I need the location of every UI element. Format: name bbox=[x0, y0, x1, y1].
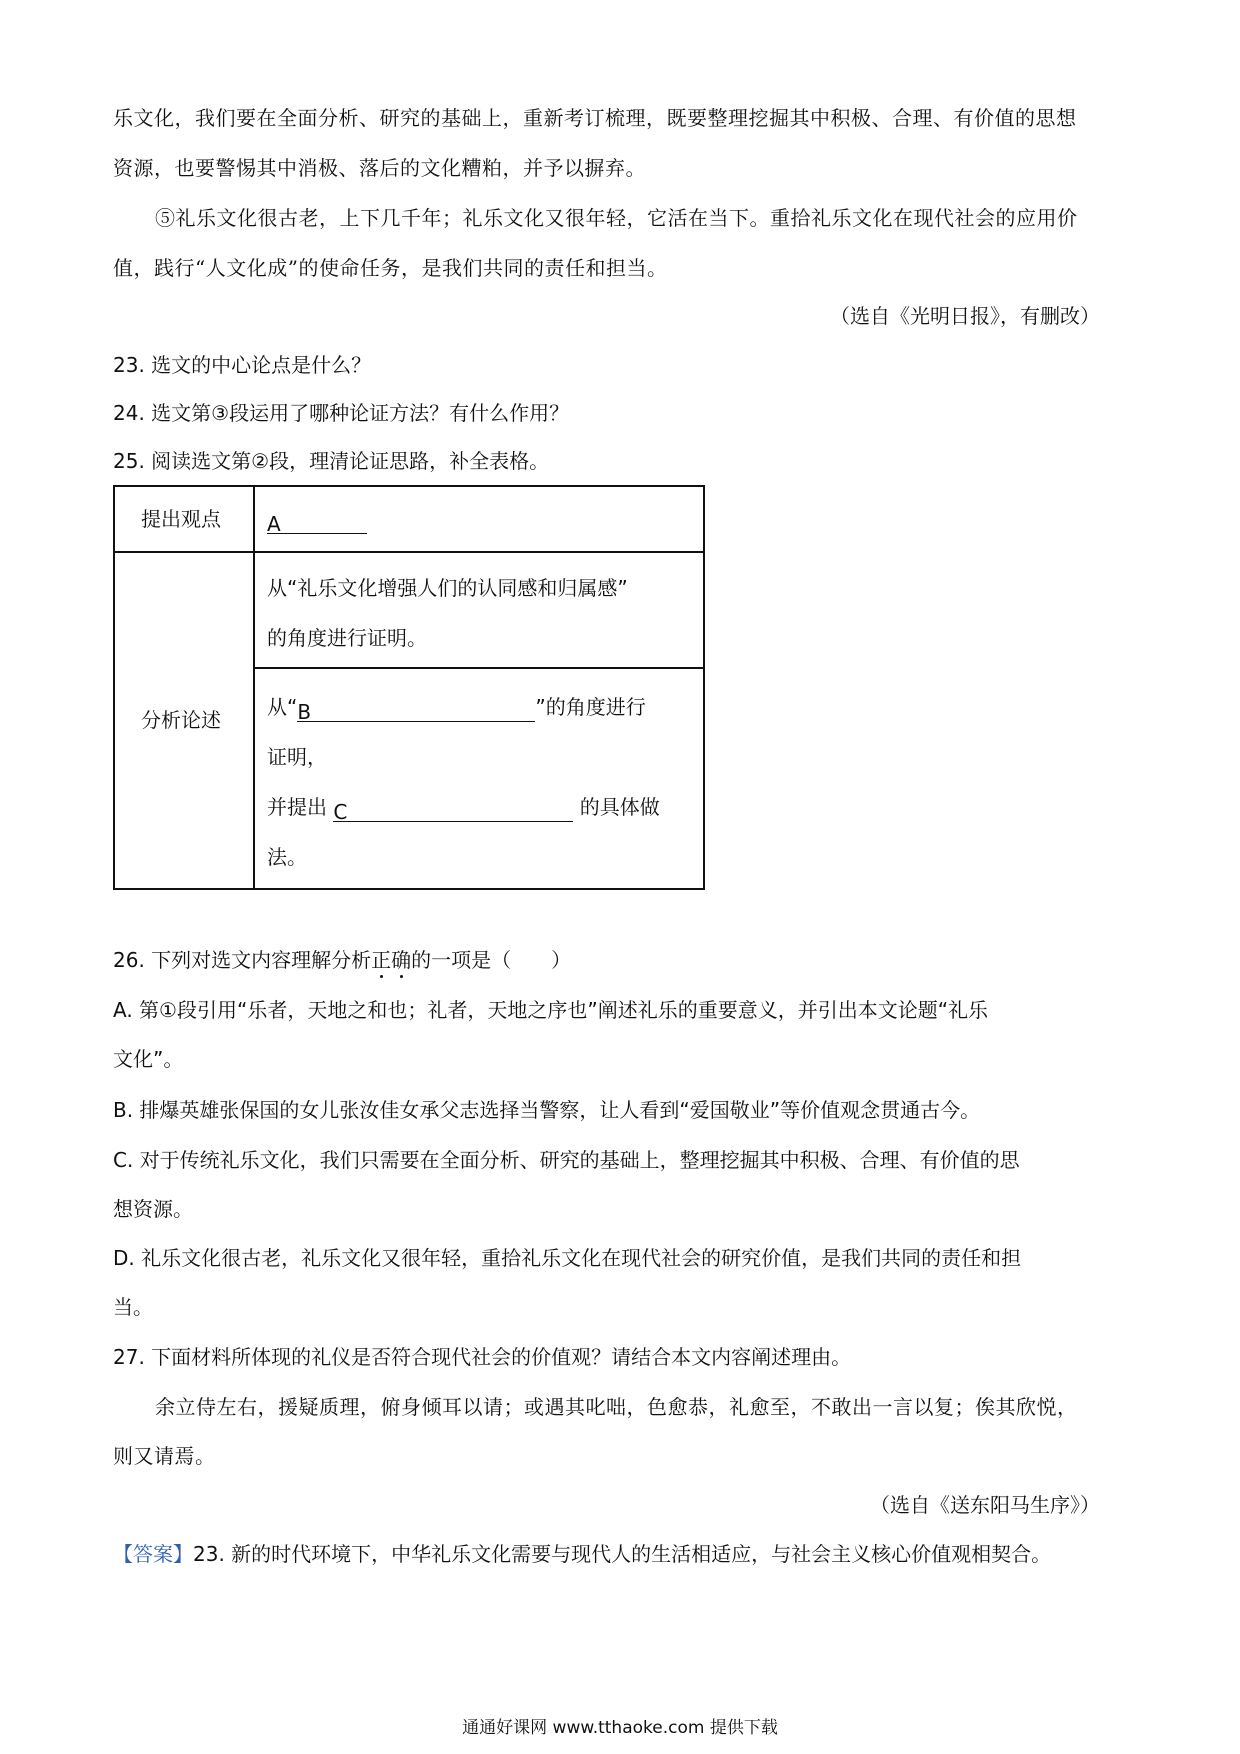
question-26 bbox=[113, 945, 571, 975]
table-cell-text: 并提出 bbox=[267, 795, 327, 819]
option-d: D. 礼乐文化很古老，礼乐文化又很年轻，重拾礼乐文化在现代社会的研究价值，是我们共同的责任和担 bbox=[113, 1246, 1022, 1270]
question-24: 24. 选文第③段运用了哪种论证方法？有什么作用？ bbox=[113, 401, 570, 425]
table-cell-b-line bbox=[267, 692, 646, 722]
table-cell-text: 的角度进行证明。 bbox=[267, 626, 427, 650]
question-23: 23. 选文的中心论点是什么？ bbox=[113, 353, 372, 377]
question-text: 26. 下列对选文内容理解分析 bbox=[113, 948, 372, 972]
page-footer: 通通好课网 www.tthaoke.com 提供下载 bbox=[462, 1718, 778, 1738]
option-b: B. 排爆英雄张保国的女儿张汝佳女承父志选择当警察，让人看到“爱国敬业”等价值观念贯通古今。 bbox=[113, 1098, 981, 1122]
table-cell-text: 从“礼乐文化增强人们的认同感和归属感” bbox=[267, 576, 628, 600]
table-cell-text: 法。 bbox=[267, 845, 307, 869]
passage-source: （选自《光明日报》，有删改） bbox=[830, 304, 1100, 328]
table-divider bbox=[253, 487, 255, 888]
question-text: 的一项是（ ） bbox=[411, 948, 572, 972]
option-d-cont: 当。 bbox=[113, 1295, 153, 1319]
answer-text: 23. 新的时代环境下，中华礼乐文化需要与现代人的生活相适应，与社会主义核心价值观相契合。 bbox=[193, 1542, 1052, 1566]
table-label-analysis: 分析论述 bbox=[141, 708, 221, 732]
option-c-cont: 想资源。 bbox=[113, 1197, 193, 1221]
blank-a: A bbox=[267, 509, 367, 534]
material-line: 则又请焉。 bbox=[113, 1444, 216, 1468]
emphasis-char: 正 bbox=[371, 948, 392, 972]
passage-line: 资源，也要警惕其中消极、落后的文化糟粕，并予以摒弃。 bbox=[113, 156, 646, 180]
table-divider bbox=[115, 551, 703, 553]
table-cell-text: 证明， bbox=[267, 745, 327, 769]
material-line: 余立侍左右，援疑质理，俯身倾耳以请；或遇其叱咄，色愈恭，礼愈至，不敢出一言以复；俟其欣悦， bbox=[155, 1395, 1078, 1419]
answer-tag: 【答案】 bbox=[113, 1542, 193, 1566]
question-27: 27. 下面材料所体现的礼仪是否符合现代社会的价值观？请结合本文内容阐述理由。 bbox=[113, 1345, 852, 1369]
table-cell-c-line bbox=[267, 792, 660, 822]
table-blank-a bbox=[267, 504, 367, 534]
option-a-cont: 文化”。 bbox=[113, 1047, 184, 1071]
table-cell-text: 从“ bbox=[267, 695, 298, 719]
answer-line bbox=[113, 1539, 1051, 1569]
passage-line: 乐文化，我们要在全面分析、研究的基础上，重新考订梳理，既要整理挖掘其中积极、合理、有价值的思想 bbox=[113, 106, 1077, 130]
question-25: 25. 阅读选文第②段，理清论证思路，补全表格。 bbox=[113, 449, 550, 473]
table-cell-text: 的具体做 bbox=[579, 795, 660, 819]
argument-table bbox=[113, 485, 705, 890]
blank-c: C bbox=[333, 797, 573, 822]
material-source: （选自《送东阳马生序》） bbox=[870, 1493, 1100, 1517]
passage-line: ⑤礼乐文化很古老，上下几千年；礼乐文化又很年轻，它活在当下。重拾礼乐文化在现代社会的应用价 bbox=[155, 206, 1078, 230]
blank-b: B bbox=[297, 697, 535, 722]
passage-line: 值，践行“人文化成”的使命任务，是我们共同的责任和担当。 bbox=[113, 256, 668, 280]
emphasis-char: 确 bbox=[391, 948, 412, 972]
option-a: A. 第①段引用“乐者，天地之和也；礼者，天地之序也”阐述礼乐的重要意义，并引出本文论题“礼乐 bbox=[113, 998, 989, 1022]
option-c: C. 对于传统礼乐文化，我们只需要在全面分析、研究的基础上，整理挖掘其中积极、合理、有价值的思 bbox=[113, 1148, 1020, 1172]
table-cell-text: ”的角度进行 bbox=[535, 695, 646, 719]
table-label-viewpoint: 提出观点 bbox=[141, 507, 221, 531]
table-divider bbox=[253, 667, 703, 669]
